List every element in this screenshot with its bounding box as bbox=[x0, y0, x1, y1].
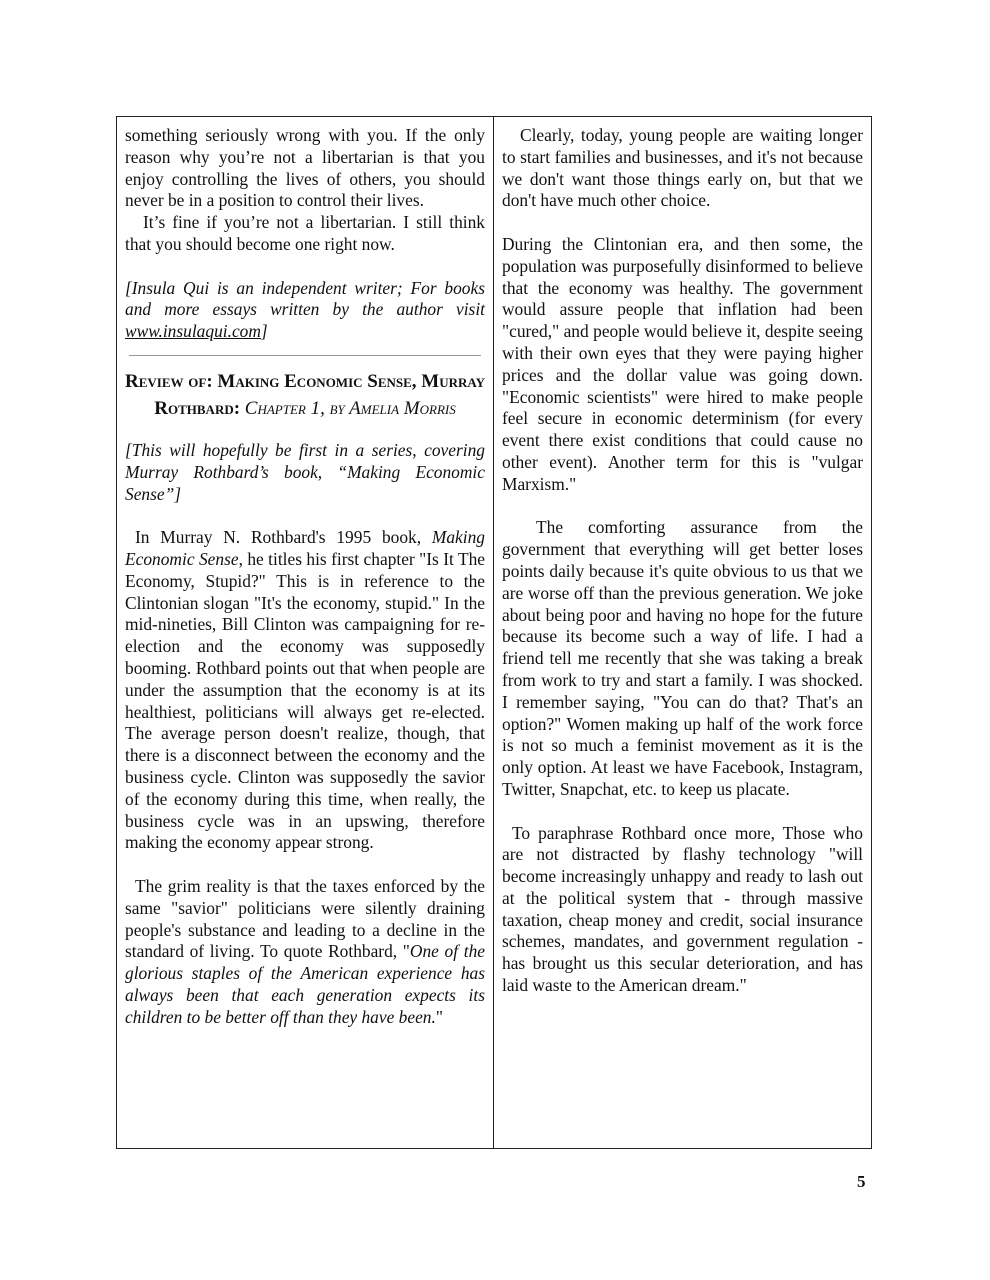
rothbard-quote: One of the glorious staples of the American experience has always been that each generation expects its children to be better off than they have been. bbox=[125, 941, 485, 1027]
heading-byline: Chapter 1, by Amelia Morris bbox=[244, 397, 456, 419]
heading-main: Review of: Making Economic Sense, Murray Rothbard: bbox=[125, 370, 485, 419]
article-heading bbox=[125, 368, 485, 422]
left-column bbox=[117, 117, 494, 1148]
text-run: , he titles his first chapter "Is It The Economy, Stupid?" This is in reference to the Clintonian slogan "It's the economy, stupid." In the mid-nineties, Bill Clinton was campaigning for re-election and the economy was supposedly booming. Rothbard points out that when people are under the assumption that the economy is at its healthiest, politicians will always get re-elected. The average person doesn't realize, though, that there is a disconnect between the economy and the business cycle. Clinton was supposedly the savior of the economy during this time, when really, the business cycle was in an upswing, therefore making the economy appear strong. bbox=[125, 548, 485, 853]
paragraph: something seriously wrong with you. If the only reason why you’re not a libertarian is that you enjoy controlling the lives of others, you should never be in a position to control their lives. bbox=[125, 125, 485, 211]
paragraph bbox=[125, 876, 485, 1029]
paragraph: Clearly, today, young people are waiting longer to start families and businesses, and it's not because we don't want those things early on, but that we don't have much other choice. bbox=[502, 125, 863, 211]
author-website-link[interactable]: www.insulaqui.com bbox=[125, 321, 261, 342]
paragraph: To paraphrase Rothbard once more, Those who are not distracted by flashy technology "will become increasingly unhappy and ready to lash out at the political system that - through massive taxation, cheap money and credit, social insurance schemes, mandates, and government regulation - has brought us this secular deterioration, and has laid waste to the American dream." bbox=[502, 822, 863, 996]
article-frame bbox=[116, 116, 872, 1149]
right-column bbox=[494, 117, 871, 1148]
text-run: The grim reality is that the taxes enforced by the same "savior" politicians were silently draining people's substance and leading to a decline in the standard of living. To quote Rothbard, " bbox=[125, 875, 485, 962]
author-note-close: ] bbox=[260, 321, 268, 342]
text-run: " bbox=[435, 1006, 443, 1027]
book-title: Making Economic Sense bbox=[125, 527, 485, 569]
paragraph bbox=[125, 527, 485, 854]
section-divider bbox=[129, 355, 481, 356]
paragraph: During the Clintonian era, and then some, the population was purposefully disinformed to believe that the economy was healthy. The government would assure people that inflation had been "cured," and people would believe it, despite seeing with their own eyes that they were paying higher prices and the dollar value was going down. "Economic scientists" were hired to make people feel secure in economic determinism (for every event there exist conditions that could cause no other event). Another term for this is "vulgar Marxism." bbox=[502, 233, 863, 494]
text-run: In Murray N. Rothbard's 1995 book, bbox=[135, 527, 432, 548]
series-note: [This will hopefully be first in a series, covering Murray Rothbard’s book, “Making Economic Sense”] bbox=[125, 439, 485, 504]
paragraph: It’s fine if you’re not a libertarian. I still think that you should become one right now. bbox=[125, 212, 485, 254]
author-note bbox=[125, 278, 485, 343]
paragraph: The comforting assurance from the government that everything will get better loses points daily because it's quite obvious to us that we are worse off than the previous generation. We joke about being poor and having no hope for the future because its become such a way of life. I had a friend tell me recently that she was taking a break from work to try and start a family. I was shocked. I remember saying, "You can do that? That's an option?" Women making up half of the work force is not so much a feminist movement as it is the only option. At least we have Facebook, Instagram, Twitter, Snapchat, etc. to keep us placate. bbox=[502, 517, 863, 799]
author-note-text: [Insula Qui is an independent writer; For books and more essays written by the author visit bbox=[125, 277, 485, 320]
page-number: 5 bbox=[857, 1172, 866, 1191]
